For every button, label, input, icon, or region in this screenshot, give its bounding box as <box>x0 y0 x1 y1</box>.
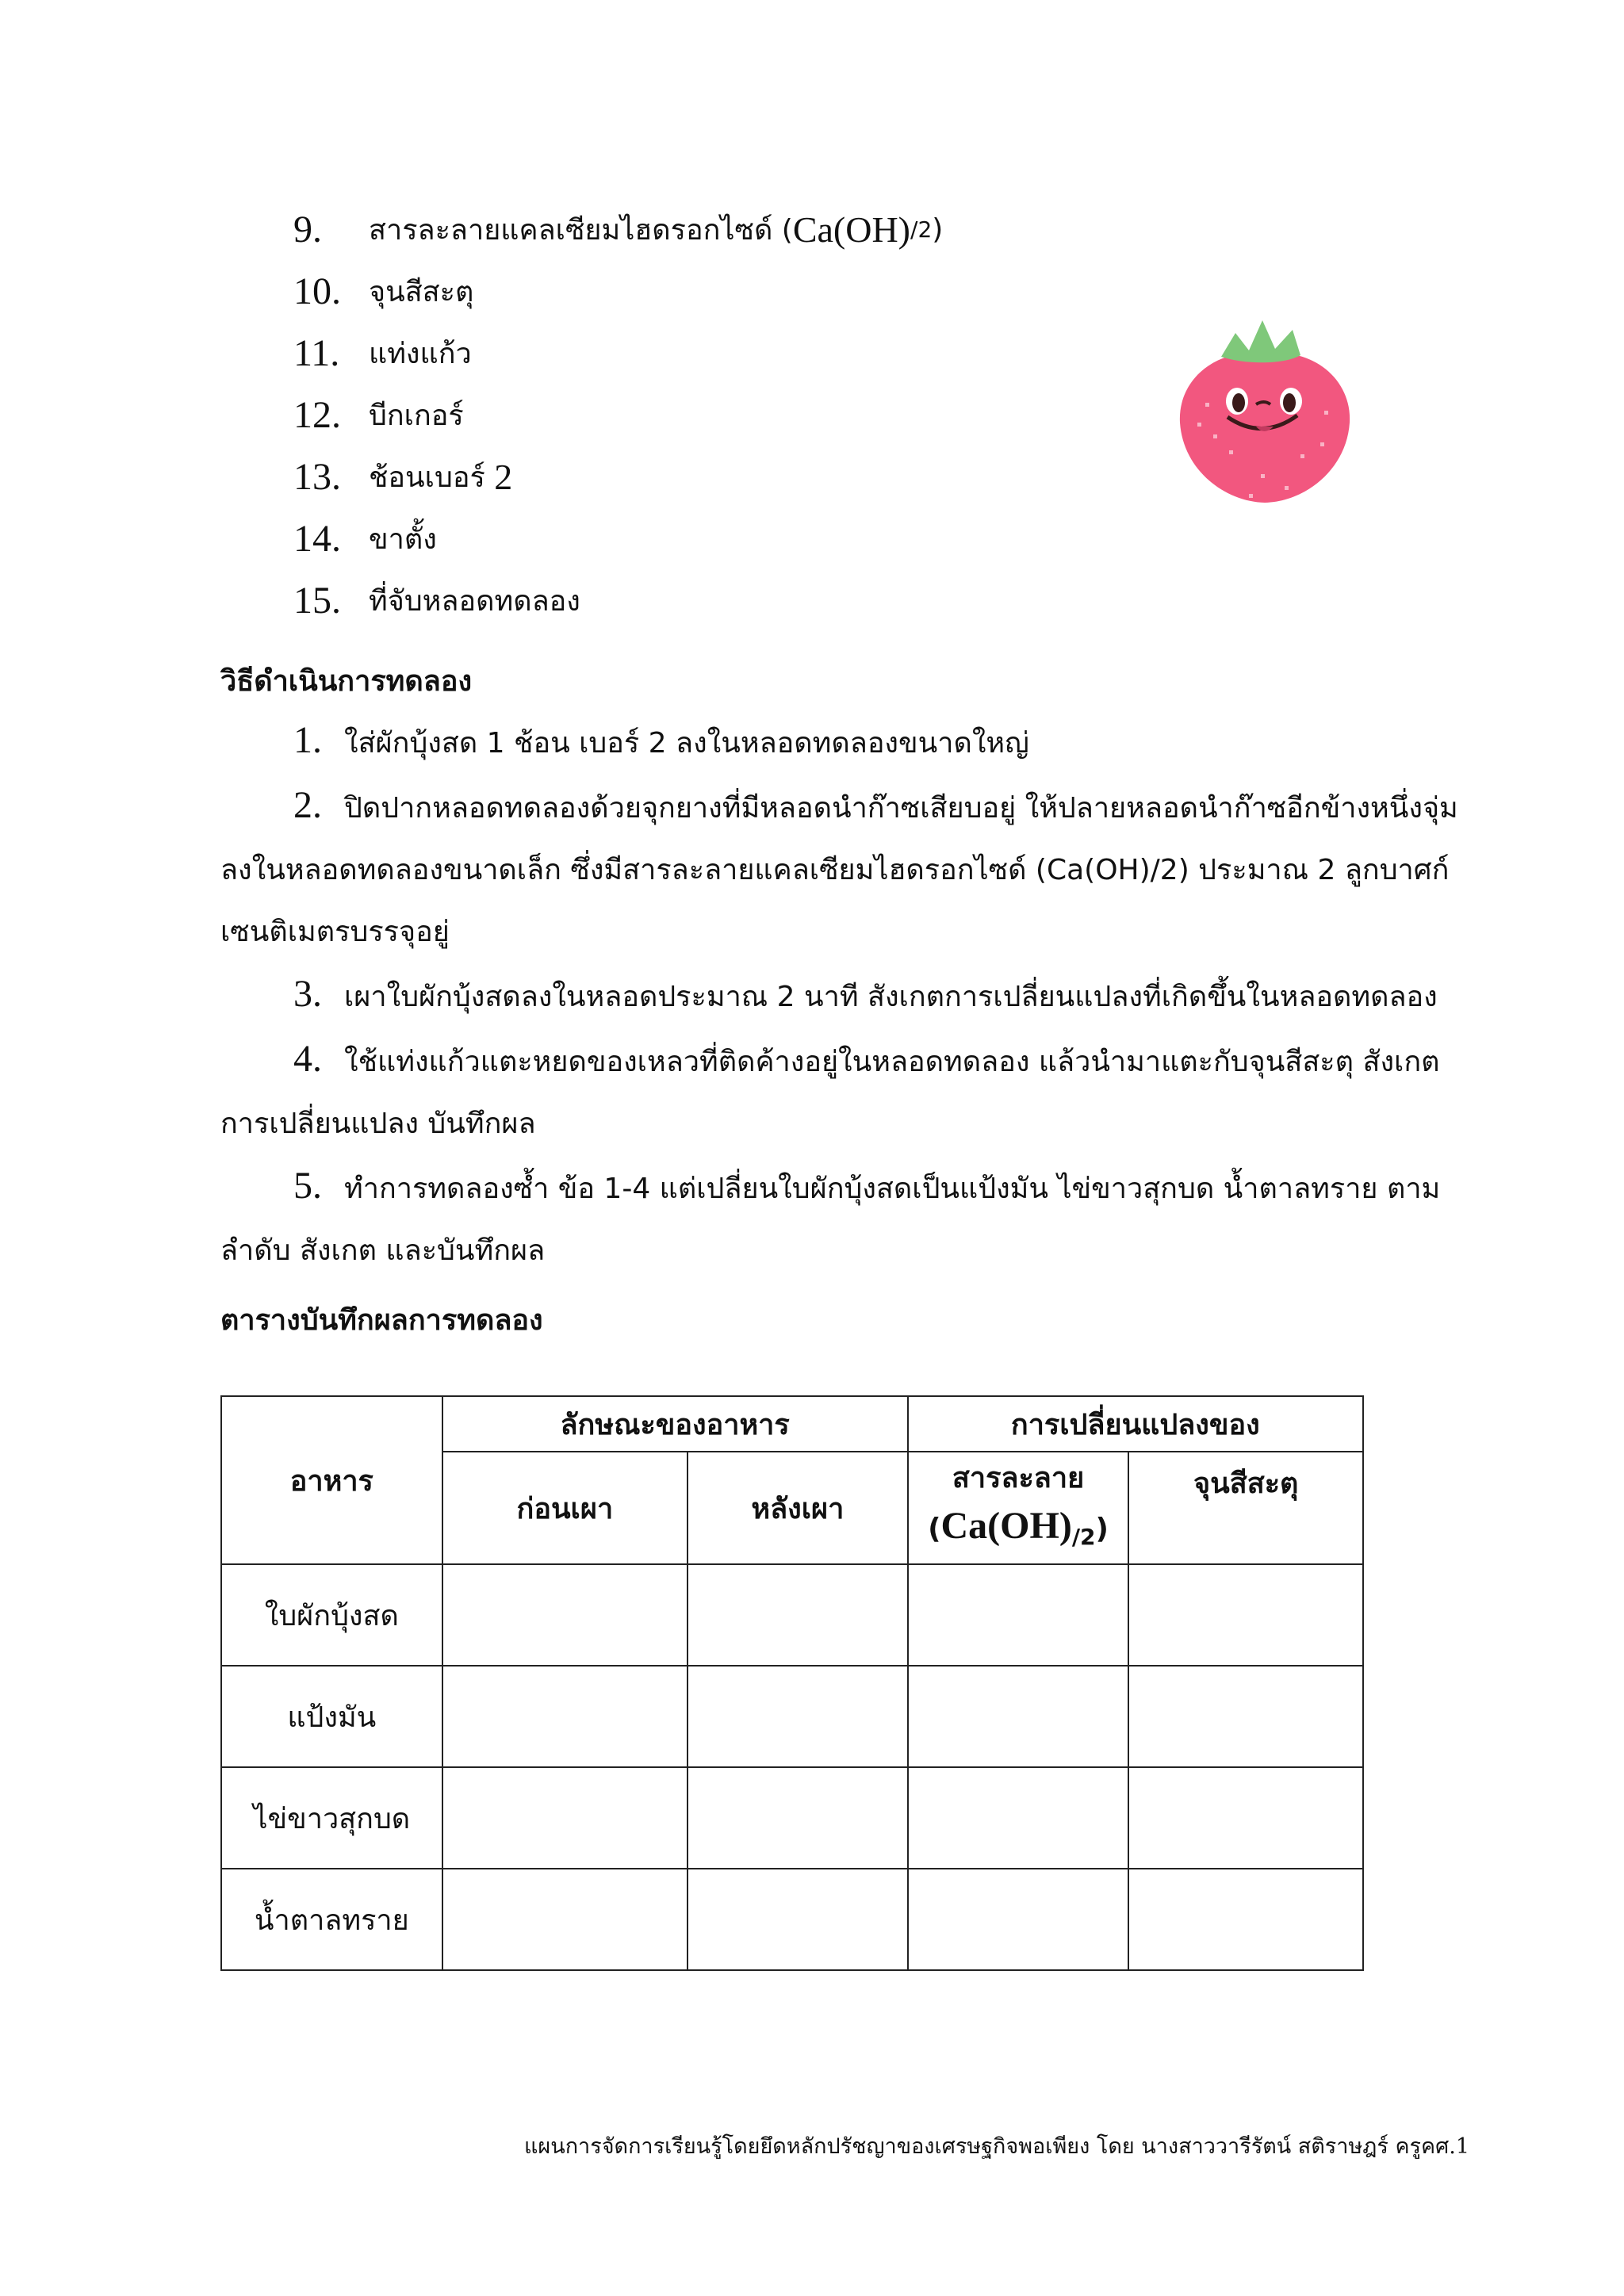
table-row <box>221 1666 1363 1767</box>
cell-copper[interactable] <box>1128 1767 1363 1869</box>
material-number: 9. <box>293 208 322 251</box>
material-number: 13. <box>293 455 341 498</box>
material-text: สารละลายแคลเซียมไฮดรอกไซด์ ( <box>369 213 793 247</box>
procedure-step <box>220 1155 1473 1282</box>
col-before-header: ก่อนเผา <box>442 1452 688 1564</box>
col-solution-formula-line <box>909 1502 1128 1561</box>
procedure-step <box>220 1028 1473 1155</box>
material-formula-close: ) <box>932 212 944 246</box>
step-number: 5. <box>293 1165 322 1207</box>
step-text: ใช้แท่งแก้วแตะหยดของเหลวที่ติดค้างอยู่ในหลอดทดลอง แล้วนำมาแตะกับจุนสีสะตุ สังเกตการเปลี่ยนแปลง บันทึกผล <box>220 1046 1440 1140</box>
procedure-step <box>220 775 1473 963</box>
table-heading: ตารางบันทึกผลการทดลอง <box>220 1304 543 1337</box>
material-text: แท่งแก้ว <box>369 337 472 370</box>
material-number: 11. <box>293 331 340 374</box>
col-solution-label: สารละลาย <box>952 1462 1085 1494</box>
material-text: บีกเกอร์ <box>369 399 464 432</box>
col-food-header: อาหาร <box>221 1396 442 1564</box>
cell-copper[interactable] <box>1128 1666 1363 1767</box>
cell-solution[interactable] <box>908 1666 1129 1767</box>
material-formula: Ca(OH) <box>792 209 911 250</box>
step-text: ใส่ผักบุ้งสด 1 ช้อน เบอร์ 2 ลงในหลอดทดลองขนาดใหญ่ <box>344 727 1029 760</box>
material-item <box>293 446 943 507</box>
cell-copper[interactable] <box>1128 1564 1363 1666</box>
formula-close: ) <box>1095 1513 1109 1545</box>
col-solution-header <box>908 1452 1129 1564</box>
table-header-row <box>221 1396 1363 1452</box>
materials-list <box>293 198 943 631</box>
food-name: ใบผักบุ้งสด <box>221 1564 442 1666</box>
step-text: ปิดปากหลอดทดลองด้วยจุกยางที่มีหลอดนำก๊าซเสียบอยู่ ให้ปลายหลอดนำก๊าซอีกข้างหนึ่งจุ่มลงในหลอดทดลองขนาดเล็ก ซึ่งมีสารละลายแคลเซียมไฮดรอกไซด์ (Ca(OH)/2) ประมาณ 2 ลูกบาศก์เซนติเมตรบรรจุอยู่ <box>220 792 1458 948</box>
cell-solution[interactable] <box>908 1869 1129 1970</box>
cell-after[interactable] <box>688 1869 908 1970</box>
cell-before[interactable] <box>442 1564 688 1666</box>
cell-solution[interactable] <box>908 1564 1129 1666</box>
formula-sub: /2 <box>1071 1524 1096 1550</box>
cell-after[interactable] <box>688 1666 908 1767</box>
cell-copper[interactable] <box>1128 1869 1363 1970</box>
strawberry-icon <box>1174 316 1356 506</box>
results-table <box>220 1395 1364 1971</box>
cell-after[interactable] <box>688 1564 908 1666</box>
step-text: เผาใบผักบุ้งสดลงในหลอดประมาณ 2 นาที สังเกตการเปลี่ยนแปลงที่เกิดขึ้นในหลอดทดลอง <box>344 981 1438 1013</box>
procedure-steps <box>220 710 1473 1282</box>
material-text: ช้อนเบอร์ <box>369 461 485 494</box>
cell-solution[interactable] <box>908 1767 1129 1869</box>
material-extra: 2 <box>494 456 513 497</box>
group-food-char-header: ลักษณะของอาหาร <box>442 1396 908 1452</box>
material-text: จุนสีสะตุ <box>369 275 474 308</box>
material-item <box>293 384 943 446</box>
material-item <box>293 507 943 569</box>
food-name: แป้งมัน <box>221 1666 442 1767</box>
material-number: 12. <box>293 393 341 436</box>
table-row <box>221 1869 1363 1970</box>
table-row <box>221 1564 1363 1666</box>
food-name: น้ำตาลทราย <box>221 1869 442 1970</box>
material-item <box>293 260 943 322</box>
material-item <box>293 569 943 631</box>
material-number: 14. <box>293 517 341 560</box>
material-formula-sub: /2 <box>910 216 933 243</box>
cell-before[interactable] <box>442 1666 688 1767</box>
step-number: 3. <box>293 973 322 1015</box>
material-text: ที่จับหลอดทดลอง <box>369 584 580 618</box>
procedure-step <box>220 963 1473 1028</box>
step-number: 4. <box>293 1038 322 1080</box>
page-footer: แผนการจัดการเรียนรู้โดยยึดหลักปรัชญาของเศรษฐกิจพอเพียง โดย นางสาววารีรัตน์ สติราษฎร์ ครูคศ.1 <box>524 2134 1469 2159</box>
cell-after[interactable] <box>688 1767 908 1869</box>
col-copper-header: จุนสีสะตุ <box>1128 1452 1363 1564</box>
table-row <box>221 1767 1363 1869</box>
step-text: ทำการทดลองซ้ำ ข้อ 1-4 แต่เปลี่ยนใบผักบุ้งสดเป็นแป้งมัน ไข่ขาวสุกบด น้ำตาลทราย ตามลำดับ สังเกต และบันทึกผล <box>220 1173 1441 1267</box>
step-number: 2. <box>293 784 322 826</box>
formula-main: Ca(OH) <box>940 1505 1072 1547</box>
food-name: ไข่ขาวสุกบด <box>221 1767 442 1869</box>
material-item <box>293 322 943 384</box>
procedure-step <box>220 710 1473 775</box>
cell-before[interactable] <box>442 1767 688 1869</box>
step-number: 1. <box>293 719 322 761</box>
col-after-header: หลังเผา <box>688 1452 908 1564</box>
procedure-heading: วิธีดำเนินการทดลอง <box>220 665 473 698</box>
material-number: 10. <box>293 270 341 312</box>
material-text: ขาตั้ง <box>369 522 437 556</box>
material-item <box>293 198 943 260</box>
cell-before[interactable] <box>442 1869 688 1970</box>
group-change-header: การเปลี่ยนแปลงของ <box>908 1396 1363 1452</box>
material-number: 15. <box>293 579 341 622</box>
formula-open: ( <box>928 1513 941 1545</box>
